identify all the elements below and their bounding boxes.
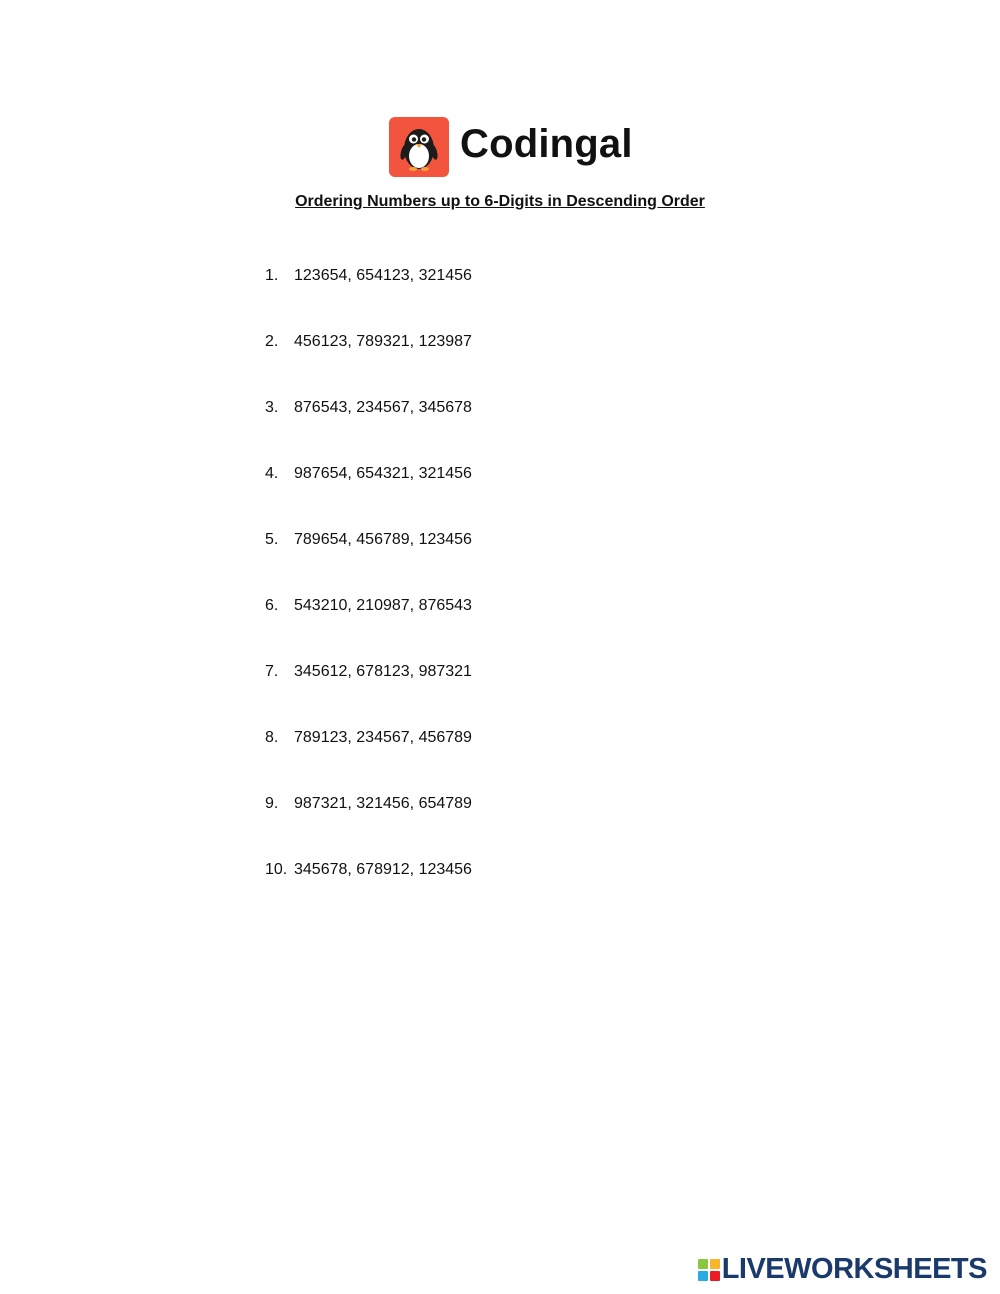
question-item bbox=[265, 464, 472, 530]
liveworksheets-logo bbox=[698, 1255, 987, 1284]
liveworksheets-watermark: LIVEWORKSHEETS bbox=[721, 1253, 987, 1285]
question-item bbox=[265, 794, 472, 860]
question-text: 345678, 678912, 123456 bbox=[294, 861, 472, 878]
question-number: 1. bbox=[265, 267, 279, 284]
question-text: 789123, 234567, 456789 bbox=[294, 729, 472, 746]
question-item bbox=[265, 332, 472, 398]
question-text: 789654, 456789, 123456 bbox=[294, 531, 472, 548]
question-number: 7. bbox=[265, 663, 279, 680]
question-text: 543210, 210987, 876543 bbox=[294, 597, 472, 614]
liveworksheets-squares-icon bbox=[698, 1259, 720, 1281]
question-item bbox=[265, 266, 472, 332]
question-text: 456123, 789321, 123987 bbox=[294, 333, 472, 350]
question-item bbox=[265, 530, 472, 596]
brand-name: Codingal bbox=[460, 122, 633, 166]
question-number: 3. bbox=[265, 399, 279, 416]
question-number: 6. bbox=[265, 597, 279, 614]
question-list bbox=[265, 266, 472, 926]
question-item bbox=[265, 596, 472, 662]
question-item bbox=[265, 398, 472, 464]
question-item bbox=[265, 860, 472, 926]
codingal-logo bbox=[389, 117, 633, 177]
worksheet-title: Ordering Numbers up to 6-Digits in Descending Order bbox=[295, 193, 705, 210]
question-text: 876543, 234567, 345678 bbox=[294, 399, 472, 416]
question-number: 9. bbox=[265, 795, 279, 812]
question-number: 10. bbox=[265, 861, 288, 878]
question-number: 8. bbox=[265, 729, 279, 746]
question-text: 987654, 654321, 321456 bbox=[294, 465, 472, 482]
question-number: 5. bbox=[265, 531, 279, 548]
question-text: 123654, 654123, 321456 bbox=[294, 267, 472, 284]
question-text: 987321, 321456, 654789 bbox=[294, 795, 472, 812]
question-item bbox=[265, 662, 472, 728]
question-text: 345612, 678123, 987321 bbox=[294, 663, 472, 680]
question-number: 2. bbox=[265, 333, 279, 350]
penguin-icon bbox=[389, 117, 449, 177]
question-number: 4. bbox=[265, 465, 279, 482]
question-item bbox=[265, 728, 472, 794]
